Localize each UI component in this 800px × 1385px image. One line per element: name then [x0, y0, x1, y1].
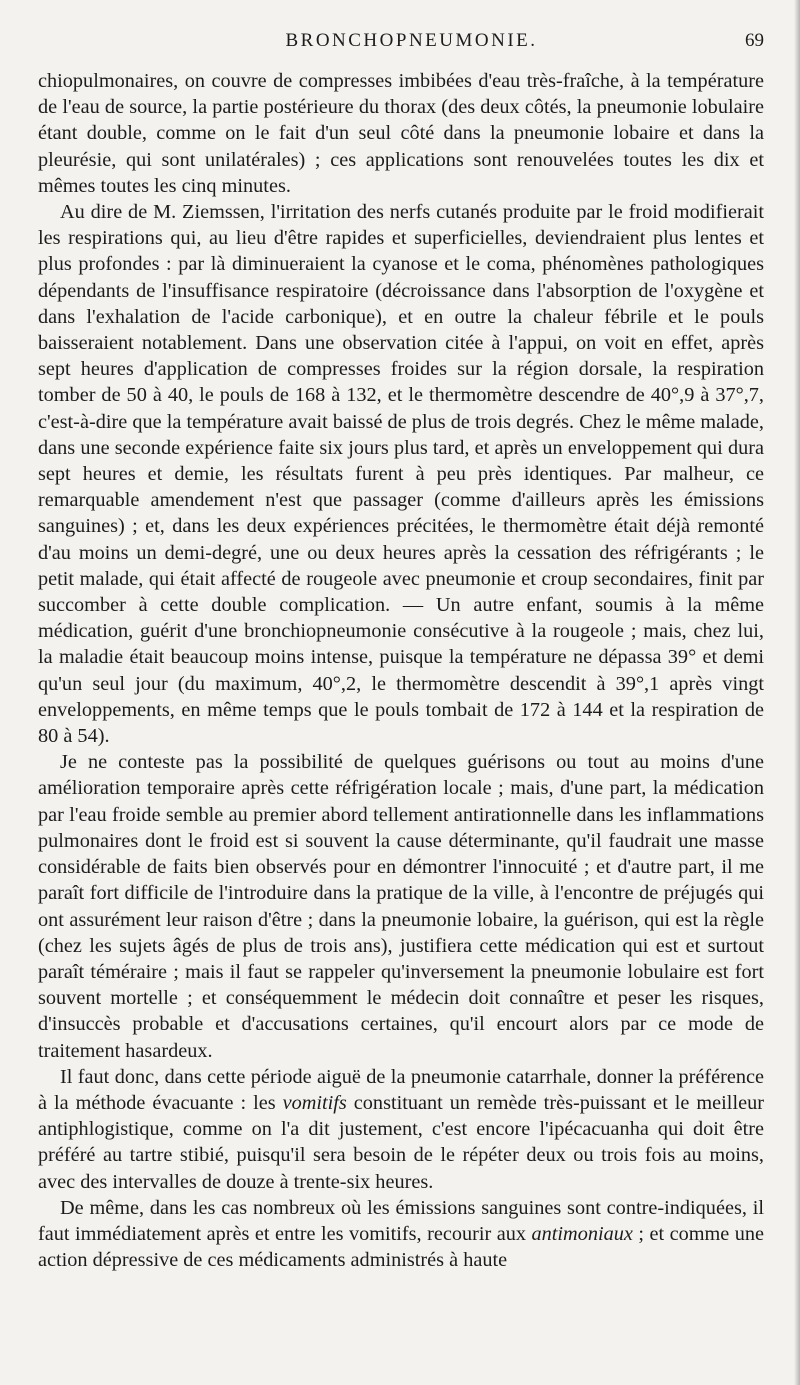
- paragraph-1: chiopulmonaires, on couvre de compresses imbibées d'eau très-fraîche, à la température de l'eau de source, la partie postérieure du thorax (des deux côtés, la pneumonie lobulaire étant double, comme on le fait d'un seul côté dans la pneumonie lobaire et dans la pleurésie, qui sont unilatérales) ; ces applications sont renouvelées toutes les dix et mêmes toutes les cinq minutes.: [38, 70, 764, 197]
- page-header: [38, 30, 764, 58]
- paragraph-2: Au dire de M. Ziemssen, l'irritation des nerfs cutanés produite par le froid modifierait les respirations qui, au lieu d'être rapides et superficielles, deviendraient plus lentes et plus profondes : par là diminueraient la cyanose et le coma, phénomènes pathologiques dépendants de l'insuffisance respiratoire (décroissance dans l'absorption de l'oxygène et dans l'exhalation de l'acide carbonique), et en outre la chaleur fébrile et le pouls baisseraient notablement. Dans une observation citée à l'appui, on voit en effet, après sept heures d'application de compresses froides sur la région dorsale, la respiration tomber de 50 à 40, le pouls de 168 à 132, et le thermomètre descendre de 40°,9 à 37°,7, c'est-à-dire que la température avait baissé de plus de trois degrés. Chez le même malade, dans une seconde expérience faite six jours plus tard, et après un enveloppement qui dura sept heures et demie, les résultats furent à peu près identiques. Par malheur, ce remarquable amendement n'est que passager (comme d'ailleurs après les émissions sanguines) ; et, dans les deux expériences précitées, le thermomètre était déjà remonté d'au moins un demi-degré, une ou deux heures après la cessation des réfrigérants ; le petit malade, qui était affecté de rougeole avec pneumonie et croup secondaires, finit par succomber à cette double complication. — Un autre enfant, soumis à la même médication, guérit d'une bronchiopneumonie consécutive à la rougeole ; mais, chez lui, la maladie était beaucoup moins intense, puisque la température ne dépassa 39° et demi qu'un seul jour (du maximum, 40°,2, le thermomètre descendit à 39°,1 après vingt enveloppements, en même temps que le pouls tombait de 172 à 144 et la respiration de 80 à 54).: [38, 201, 764, 748]
- body-text: [38, 68, 764, 1273]
- running-title: BRONCHOPNEUMONIE.: [285, 30, 538, 51]
- paragraph-5: De même, dans les cas nombreux où les émissions sanguines sont contre-indiquées, il faut immédiatement après et entre les vomitifs, recourir aux antimoniaux ; et comme une action dépressive de ces médicaments administrés à haute: [38, 1196, 765, 1272]
- page-edge-shadow: [794, 0, 800, 1385]
- paragraph-3: Je ne conteste pas la possibilité de quelques guérisons ou tout au moins d'une amélioration temporaire après cette réfrigération locale ; mais, d'une part, la médication par l'eau froide semble au premier abord tellement antirationnelle dans les inflammations pulmonaires dont le froid est si souvent la cause déterminante, qu'il faudrait une masse considérable de faits bien observés pour en démontrer l'innocuité ; et d'autre part, il me paraît fort difficile de l'introduire dans la pratique de la ville, à l'encontre de préjugés qui ont assurément leur raison d'être ; dans la pneumonie lobaire, la guérison, qui est la règle (chez les sujets âgés de plus de trois ans), justifiera cette médication qui est et surtout paraît téméraire ; mais il faut se rappeler qu'inversement la pneumonie lobulaire est fort souvent mortelle ; et conséquemment le médecin doit connaître et peser les risques, d'insuccès probable et d'accusations certaines, qu'il encourt alors par ce mode de traitement hasardeux.: [38, 751, 764, 1062]
- paragraph-4: Il faut donc, dans cette période aiguë de la pneumonie catarrhale, donner la préférence à la méthode évacuante : les vomitifs constituant un remède très-puissant et le meilleur antiphlogistique, comme on l'a dit justement, c'est encore l'ipécacuanha qui doit être préféré au tartre stibié, puisqu'il sera besoin de le répéter deux ou trois fois au moins, avec des intervalles de douze à trente-six heures.: [38, 1065, 764, 1193]
- page-number: 69: [745, 30, 764, 51]
